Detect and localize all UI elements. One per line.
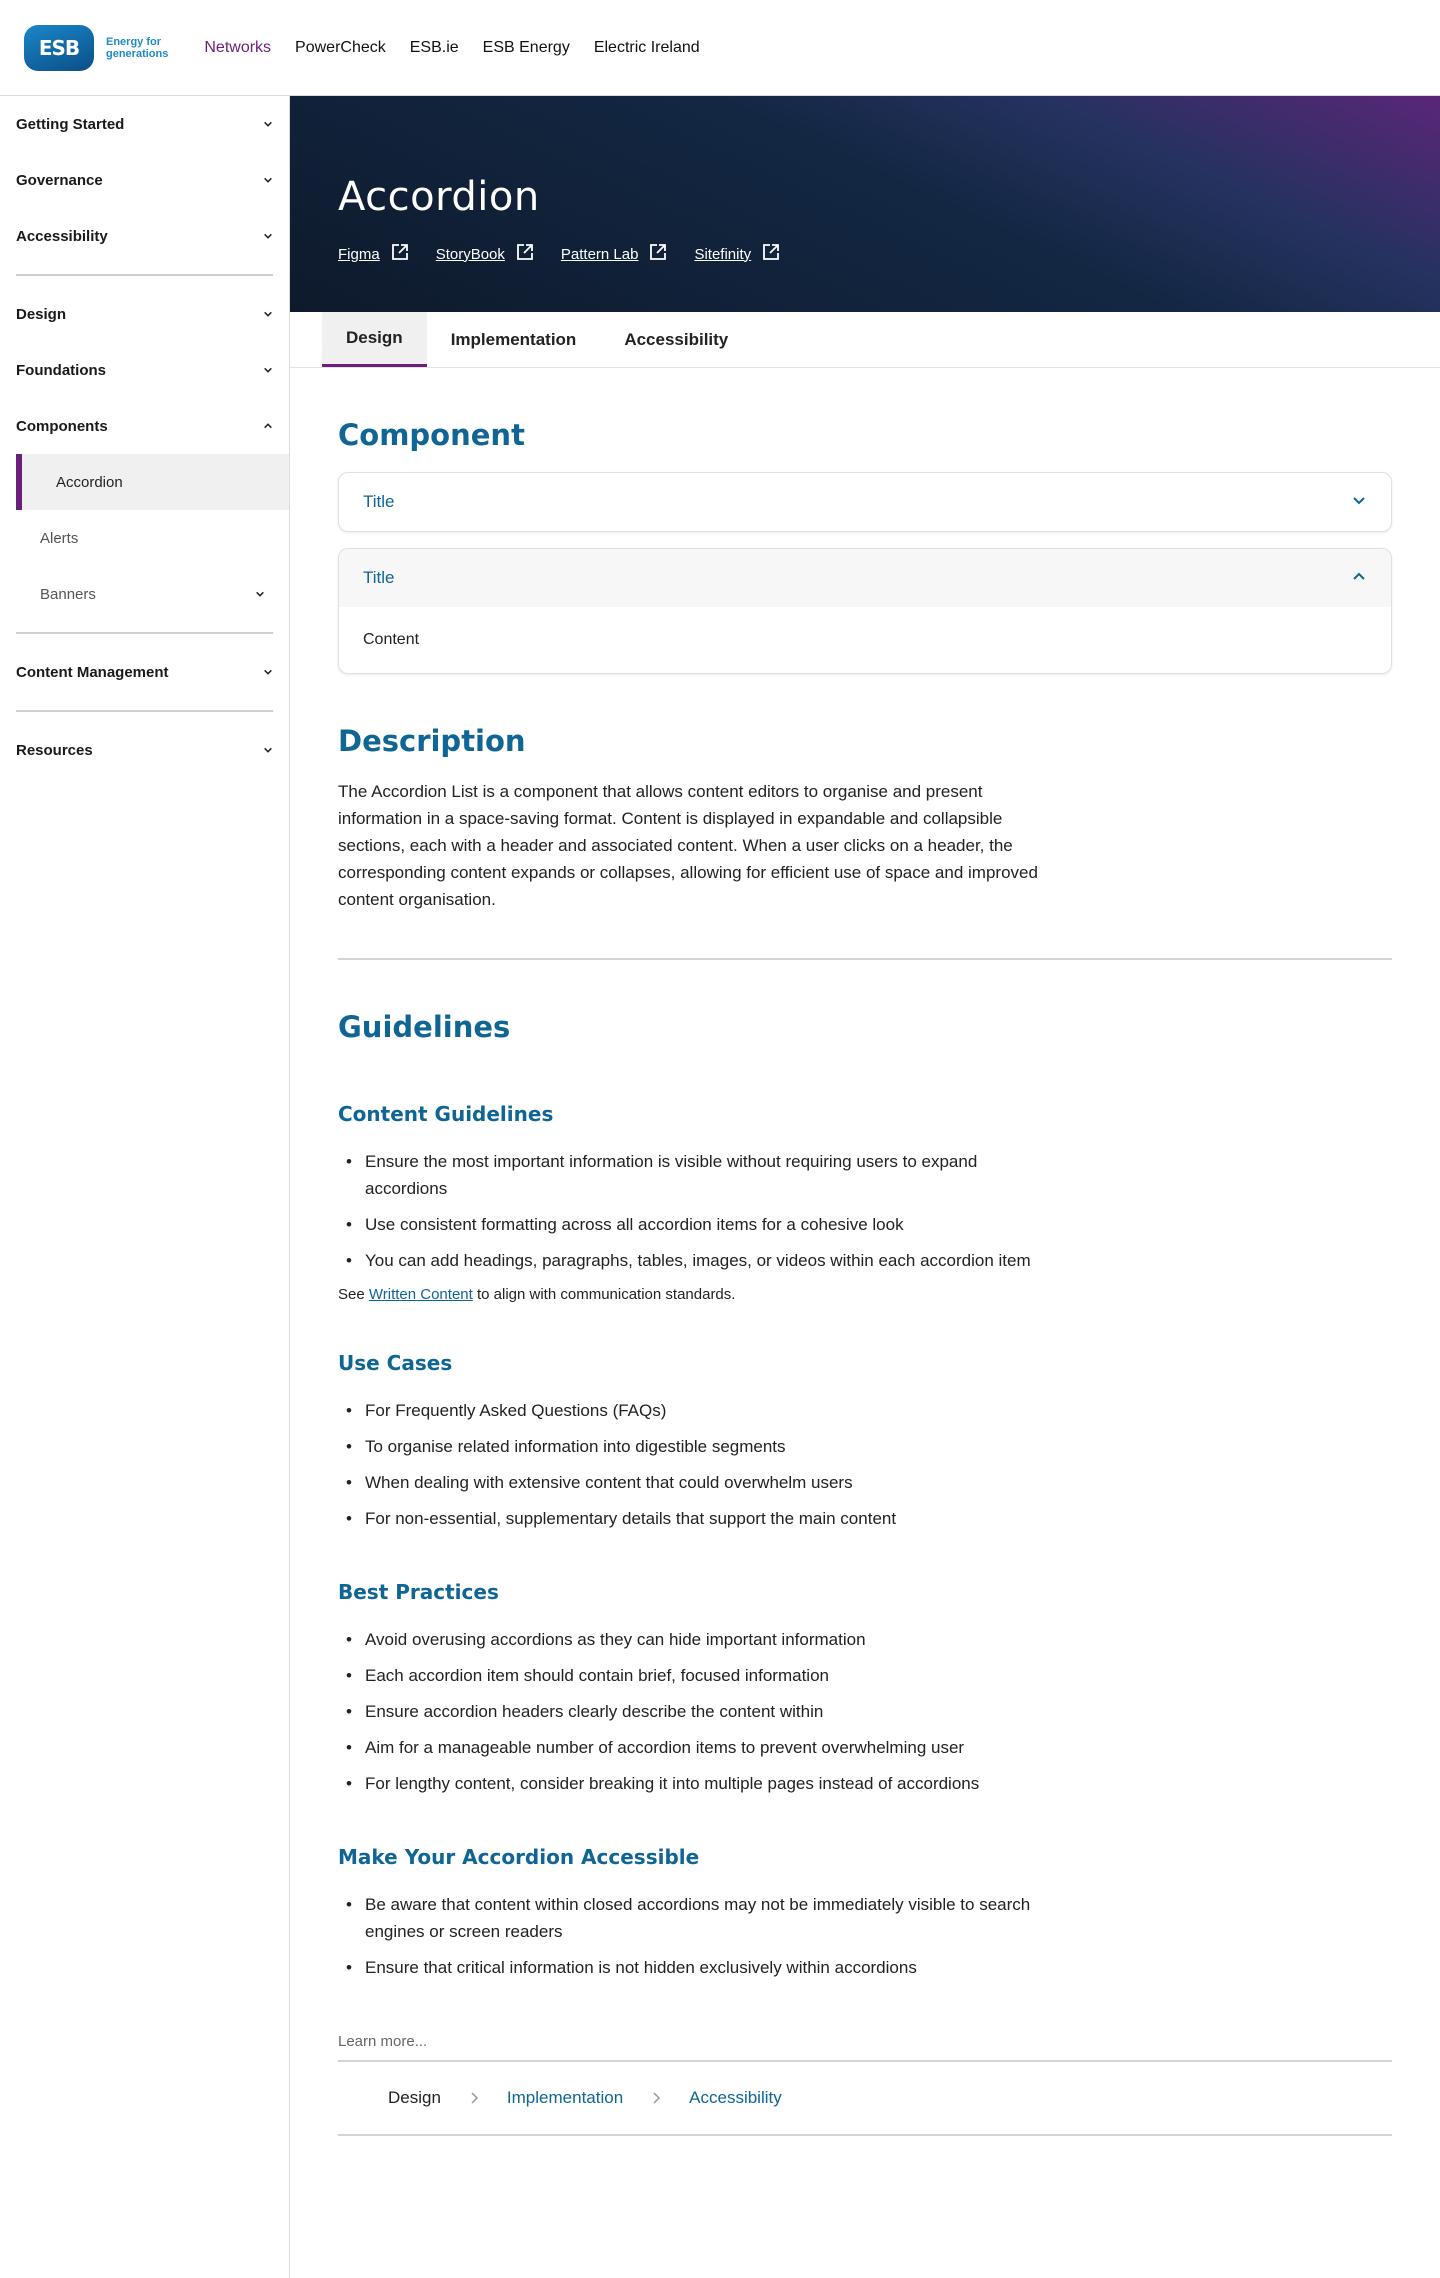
sidebar-item-accessibility[interactable] xyxy=(0,208,289,264)
nav-esb-energy[interactable]: ESB Energy xyxy=(482,38,570,56)
sidebar-item-label: Content Management xyxy=(16,663,169,681)
accordion-title: Title xyxy=(363,492,395,511)
sidebar-item-label: Accessibility xyxy=(16,227,108,245)
tab-accessibility[interactable]: Accessibility xyxy=(624,329,729,349)
nav-esb-ie[interactable]: ESB.ie xyxy=(409,38,459,56)
nav-powercheck[interactable]: PowerCheck xyxy=(295,38,386,56)
accessible-list xyxy=(338,1891,1392,1981)
use-cases-heading: Use Cases xyxy=(338,1351,453,1375)
note-prefix: See xyxy=(338,1286,369,1303)
figma-link[interactable] xyxy=(338,242,410,266)
tab-design[interactable]: Design xyxy=(322,312,427,367)
component-heading: Component xyxy=(338,418,525,452)
top-nav xyxy=(204,39,699,57)
esb-logo[interactable] xyxy=(24,25,168,71)
link-label: Sitefinity xyxy=(694,245,752,263)
written-content-link[interactable]: Written Content xyxy=(368,1286,473,1303)
accordion-item-expanded xyxy=(338,548,1392,674)
sidebar-item-governance[interactable] xyxy=(0,152,289,208)
content-guidelines-list xyxy=(338,1148,1392,1274)
sitefinity-link[interactable] xyxy=(694,242,781,266)
link-label: Figma xyxy=(338,245,380,263)
chevron-down-icon xyxy=(263,119,273,129)
best-practices-list xyxy=(338,1626,1392,1797)
chevron-down-icon xyxy=(263,667,273,677)
chevron-down-icon xyxy=(1351,492,1367,513)
note-suffix: to align with communication standards. xyxy=(472,1286,736,1303)
learn-more-label: Learn more... xyxy=(338,2033,428,2050)
chevron-down-icon xyxy=(263,365,273,375)
page-tabs xyxy=(290,312,1440,368)
esb-logo-badge: ESB xyxy=(24,25,94,71)
sidebar-item-label: Resources xyxy=(16,741,93,759)
external-link-icon xyxy=(515,242,535,266)
sidebar-subitem-banners[interactable] xyxy=(0,566,289,622)
chevron-up-icon xyxy=(1351,568,1367,589)
list-item: • Ensure the most important information is visible without requiring users to expand accordions xyxy=(338,1148,1038,1202)
content-area xyxy=(290,418,1440,2196)
tab-implementation[interactable]: Implementation xyxy=(450,329,577,349)
link-label: Pattern Lab xyxy=(560,245,639,263)
sidebar-subitem-label: Banners xyxy=(40,585,96,603)
logo-tagline xyxy=(106,36,168,60)
bottom-spacer xyxy=(338,2136,1392,2196)
link-label: StoryBook xyxy=(435,245,505,263)
main-content xyxy=(290,96,1440,2278)
nav-networks[interactable]: Networks xyxy=(204,38,272,56)
sidebar-item-resources[interactable] xyxy=(0,722,289,778)
list-item: • To organise related information into digestible segments xyxy=(338,1433,1038,1460)
accordion-content: Content xyxy=(363,631,420,648)
tagline-line-2: generations xyxy=(106,47,169,60)
sidebar-item-foundations[interactable] xyxy=(0,342,289,398)
page-section-nav xyxy=(338,2060,1392,2136)
list-item: • Use consistent formatting across all accordion items for a cohesive look xyxy=(338,1211,1038,1238)
list-item: • For non-essential, supplementary details that support the main content xyxy=(338,1505,1038,1532)
sidebar-item-content-management[interactable] xyxy=(0,644,289,700)
list-item: • For Frequently Asked Questions (FAQs) xyxy=(338,1397,1038,1424)
chevron-down-icon xyxy=(255,589,265,599)
list-item: • When dealing with extensive content that could overwhelm users xyxy=(338,1469,1038,1496)
chevron-right-icon xyxy=(649,2091,663,2105)
section-nav-implementation[interactable]: Implementation xyxy=(506,2088,624,2107)
accordion-header[interactable] xyxy=(339,549,1391,607)
best-practices-heading: Best Practices xyxy=(338,1580,499,1604)
chevron-down-icon xyxy=(263,309,273,319)
sidebar-item-label: Foundations xyxy=(16,361,106,379)
sidebar-item-label: Getting Started xyxy=(16,115,125,133)
sidebar-item-label: Governance xyxy=(16,171,103,189)
accordion-item-collapsed xyxy=(338,472,1392,532)
use-cases-list xyxy=(338,1397,1392,1532)
page-title: Accordion xyxy=(338,174,540,220)
list-item: • Ensure accordion headers clearly describe the content within xyxy=(338,1698,1038,1725)
section-nav-accessibility[interactable]: Accessibility xyxy=(689,2088,782,2107)
sidebar-item-label: Design xyxy=(16,305,67,323)
chevron-down-icon xyxy=(263,231,273,241)
see-written-content-note xyxy=(338,1286,1392,1303)
external-link-icon xyxy=(761,242,781,266)
accordion-title: Title xyxy=(363,568,395,587)
sidebar-item-getting-started[interactable] xyxy=(0,96,289,152)
sidebar-item-components[interactable] xyxy=(0,398,289,454)
hero-banner xyxy=(290,96,1440,312)
sidebar-divider xyxy=(16,632,273,634)
sidebar-divider xyxy=(16,710,273,712)
list-item: • Be aware that content within closed accordions may not be immediately visible to search engines or screen readers xyxy=(338,1891,1038,1945)
content-guidelines-heading: Content Guidelines xyxy=(338,1102,554,1126)
sidebar xyxy=(0,96,290,2278)
hero-links xyxy=(338,242,1392,266)
sidebar-item-label: Components xyxy=(16,417,108,435)
section-nav-design[interactable]: Design xyxy=(388,2088,441,2107)
chevron-up-icon xyxy=(263,421,273,431)
storybook-link[interactable] xyxy=(436,242,535,266)
sidebar-subitem-accordion[interactable] xyxy=(16,454,289,510)
list-item: • Ensure that critical information is not hidden exclusively within accordions xyxy=(338,1954,1038,1981)
list-item: • Each accordion item should contain brief, focused information xyxy=(338,1662,1038,1689)
external-link-icon xyxy=(648,242,668,266)
nav-electric-ireland[interactable]: Electric Ireland xyxy=(593,38,700,56)
pattern-lab-link[interactable] xyxy=(561,242,669,266)
list-item: • Aim for a manageable number of accordion items to prevent overwhelming user xyxy=(338,1734,1038,1761)
external-link-icon xyxy=(390,242,410,266)
section-divider xyxy=(338,958,1392,960)
list-item: • Avoid overusing accordions as they can hide important information xyxy=(338,1626,1038,1653)
sidebar-divider xyxy=(16,274,273,276)
guidelines-heading: Guidelines xyxy=(338,1010,511,1044)
tagline-line-1: Energy for xyxy=(106,35,162,48)
chevron-down-icon xyxy=(263,745,273,755)
top-bar xyxy=(0,0,1440,96)
sidebar-subitem-label: Accordion xyxy=(56,473,123,491)
description-heading: Description xyxy=(338,724,526,758)
chevron-down-icon xyxy=(263,175,273,185)
accessible-heading: Make Your Accordion Accessible xyxy=(338,1845,700,1869)
list-item: • You can add headings, paragraphs, tables, images, or videos within each accordion item xyxy=(338,1247,1038,1274)
description-text: The Accordion List is a component that allows content editors to organise and present information in a space-saving format. Content is displayed in expandable and collapsible sections, each with a header and associated content. When a user clicks on a header, the corresponding content expands or collapses, allowing for efficient use of space and improved content organisation. xyxy=(338,782,1038,909)
sidebar-subitem-label: Alerts xyxy=(40,529,79,547)
sidebar-item-design[interactable] xyxy=(0,286,289,342)
sidebar-subitem-alerts[interactable] xyxy=(0,510,289,566)
list-item: • For lengthy content, consider breaking it into multiple pages instead of accordions xyxy=(338,1770,1038,1797)
accordion-header[interactable] xyxy=(339,473,1391,531)
chevron-right-icon xyxy=(467,2091,481,2105)
